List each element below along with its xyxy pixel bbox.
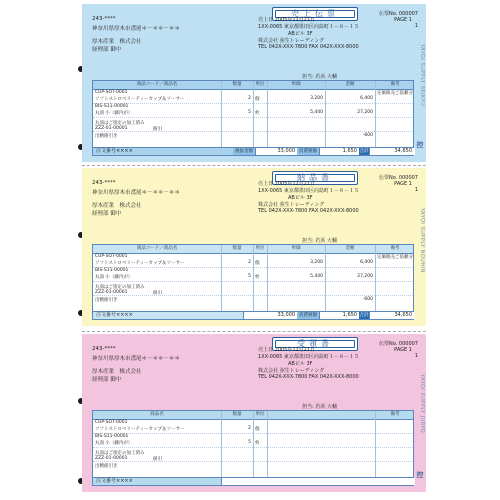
item-unit: 枚	[255, 275, 260, 280]
order-number: 注文番号××××	[96, 312, 133, 318]
item-name: 値引	[153, 291, 162, 296]
sender-company: 株式会社 弥生トレーディング	[258, 202, 325, 208]
item-price: 3,200	[310, 96, 323, 101]
customer-dept: 経理部 御中	[92, 47, 122, 53]
col-product: 商品コード／商品名	[136, 246, 178, 251]
item-amount: 27,200	[357, 110, 373, 115]
slip-title: 売上伝票	[272, 7, 358, 21]
item-note: 定価販売ご依頼分	[377, 91, 413, 96]
col-unit: 単位	[255, 82, 265, 87]
sender-building: ABビル 3F	[288, 361, 313, 367]
item-name: 出精値引き	[95, 134, 118, 139]
item-qty: 5	[248, 440, 251, 445]
tax-value: 1,650	[342, 148, 357, 154]
col-product: 商品名	[150, 412, 164, 417]
item-code: CUP-SOT-0001	[95, 420, 128, 425]
item-name: ソフトストロベリーティーカップ＆ソーサー	[95, 97, 185, 102]
item-name: 丸皿はご指定の加工済み	[95, 121, 145, 126]
item-amount: 6,400	[360, 260, 373, 265]
col-qty: 数量	[232, 412, 242, 417]
item-unit: 個	[255, 261, 260, 266]
totals-row	[92, 311, 414, 320]
slip-title: 納品書	[272, 171, 358, 185]
item-amount: 6,400	[360, 96, 373, 101]
item-name: 丸皿 小（藤内が）	[95, 441, 133, 446]
customer-name: 厚木産業 株式会社	[92, 203, 142, 209]
subtotal-value: 33,000	[277, 148, 295, 154]
col-unit: 単位	[255, 412, 265, 417]
slip-date: 売上日 2005年12月21日	[258, 17, 316, 23]
col-amount: 金額	[345, 82, 355, 87]
item-amount: 27,200	[357, 274, 373, 279]
order-number: 注文番号××××	[96, 148, 133, 154]
item-table	[92, 80, 414, 148]
item-name: 出精値引き	[95, 298, 118, 303]
total-label: 合計	[359, 149, 369, 154]
col-note: 備考	[390, 246, 400, 251]
item-name: 丸皿はご指定の加工済み	[95, 451, 145, 456]
item-amount: -600	[362, 297, 373, 302]
tax-value: 1,650	[342, 312, 357, 318]
item-price: 5,440	[310, 274, 323, 279]
item-qty: 2	[248, 96, 251, 101]
col-blank	[267, 411, 325, 419]
sender-tel: TEL 042X-XXX-7800 FAX 042X-XXX-8000	[258, 374, 359, 380]
total-label: 合計	[359, 313, 369, 318]
item-name: 丸皿はご指定の加工済み	[95, 285, 145, 290]
col-price: 単価	[291, 246, 301, 251]
slip-number: 伝票No. 000007	[379, 11, 418, 17]
item-name: 丸皿 小（藤内が）	[95, 275, 133, 280]
sender-building: ABビル 3F	[288, 31, 313, 37]
sender-tel: TEL 042X-XXX-7800 FAX 042X-XXX-8000	[258, 208, 359, 214]
delivery-slip	[82, 168, 426, 326]
total-value: 34,650	[394, 148, 412, 154]
slip-date: 売上日 2005年12月21日	[258, 347, 316, 353]
side-mark: 控	[416, 141, 424, 148]
col-price: 単価	[291, 82, 301, 87]
customer-name: 厚木産業 株式会社	[92, 369, 142, 375]
item-code: BIS-S11-00001	[95, 268, 129, 273]
perforation-line	[82, 165, 426, 166]
side-strip-text: YAYOI SUPPLY NOUHIN	[419, 208, 425, 273]
item-qty: 5	[248, 274, 251, 279]
item-unit: 枚	[255, 441, 260, 446]
col-product: 商品コード／商品名	[136, 82, 178, 87]
tax-label: 消費税額	[299, 149, 317, 154]
side-mark: 控	[416, 471, 424, 478]
item-name: 出精値引き	[95, 464, 118, 469]
slip-number: 伝票No. 000007	[379, 341, 418, 347]
subtotal-value: 33,000	[277, 312, 295, 318]
sender-tel: TEL 042X-XXX-7800 FAX 042X-XXX-8000	[258, 44, 359, 50]
perforation-line	[82, 331, 426, 332]
page-label: PAGE 1	[394, 17, 412, 23]
sender-address: 1XX-0065 東京都墨田区向島町１－８－１５	[258, 24, 359, 30]
item-code: CUP-SOT-0001	[95, 254, 128, 259]
totals-row	[92, 147, 414, 156]
item-unit: 枚	[255, 111, 260, 116]
item-qty: 5	[248, 110, 251, 115]
item-name: 丸皿 小（藤内が）	[95, 111, 133, 116]
item-qty: 2	[248, 426, 251, 431]
sender-address: 1XX-0065 東京都墨田区向島町１－８－１５	[258, 354, 359, 360]
page-value: 1	[414, 353, 418, 359]
side-strip-text: YAYOI SUPPLY JURYO	[419, 374, 425, 434]
zip-code: 243-****	[92, 180, 116, 186]
item-unit: 個	[255, 427, 260, 432]
item-table	[92, 410, 414, 478]
order-row	[92, 477, 414, 486]
item-code: ZZZ-01-00001	[95, 126, 128, 131]
item-note: 定価販売ご依頼分	[377, 255, 413, 260]
customer-name: 厚木産業 株式会社	[92, 39, 142, 45]
col-note: 備考	[390, 412, 400, 417]
customer-address: 神奈川県厚木市鳶尾＊－＊＊－＊＊	[92, 190, 181, 196]
sender-company: 株式会社 弥生トレーディング	[258, 368, 325, 374]
sender-company: 株式会社 弥生トレーディング	[258, 38, 325, 44]
item-name: 値引	[153, 457, 162, 462]
item-amount: -600	[362, 133, 373, 138]
sender-building: ABビル 3F	[288, 195, 313, 201]
col-note: 備考	[390, 82, 400, 87]
col-amount: 金額	[345, 246, 355, 251]
page-label: PAGE 1	[394, 347, 412, 353]
item-unit: 個	[255, 97, 260, 102]
tax-label: 消費税額	[299, 313, 317, 318]
person-in-charge: 担当: 若浜 大輔	[302, 404, 337, 410]
order-number: 注文番号××××	[96, 478, 133, 484]
person-in-charge: 担当: 若浜 大輔	[302, 238, 337, 244]
item-code: BIS-S11-00001	[95, 434, 129, 439]
col-unit: 単位	[255, 246, 265, 251]
customer-address: 神奈川県厚木市鳶尾＊－＊＊－＊＊	[92, 356, 181, 362]
item-code: CUP-SOT-0001	[95, 90, 128, 95]
item-price: 5,440	[310, 110, 323, 115]
sales-slip	[82, 4, 426, 162]
col-qty: 数量	[232, 82, 242, 87]
col-blank	[325, 411, 375, 419]
page-value: 1	[414, 187, 418, 193]
item-qty: 2	[248, 260, 251, 265]
slip-number: 伝票No. 000007	[379, 175, 418, 181]
item-code: ZZZ-01-00001	[95, 290, 128, 295]
item-code: ZZZ-01-00001	[95, 456, 128, 461]
subtotal-label: 税抜金額	[235, 149, 253, 154]
customer-dept: 経理部 御中	[92, 211, 122, 217]
sender-address: 1XX-0065 東京都墨田区向島町１－８－１５	[258, 188, 359, 194]
item-price: 3,200	[310, 260, 323, 265]
side-strip-text: YAYOI SUPPLY SEIKYU	[419, 44, 425, 107]
item-code: BIS-S11-00001	[95, 104, 129, 109]
zip-code: 243-****	[92, 16, 116, 22]
receipt-slip	[82, 334, 426, 492]
col-qty: 数量	[232, 246, 242, 251]
customer-dept: 経理部 御中	[92, 377, 122, 383]
customer-address: 神奈川県厚木市鳶尾＊－＊＊－＊＊	[92, 26, 181, 32]
item-name: ソフトストロベリーティーカップ＆ソーサー	[95, 427, 185, 432]
page-value: 1	[414, 23, 418, 29]
person-in-charge: 担当: 若浜 大輔	[302, 74, 337, 80]
item-name: ソフトストロベリーティーカップ＆ソーサー	[95, 261, 185, 266]
slip-title: 受領書	[272, 337, 358, 351]
page-label: PAGE 1	[394, 181, 412, 187]
slip-date: 売上日 2005年12月21日	[258, 181, 316, 187]
item-table	[92, 244, 414, 312]
total-value: 34,650	[394, 312, 412, 318]
item-name: 値引	[153, 127, 162, 132]
zip-code: 243-****	[92, 346, 116, 352]
